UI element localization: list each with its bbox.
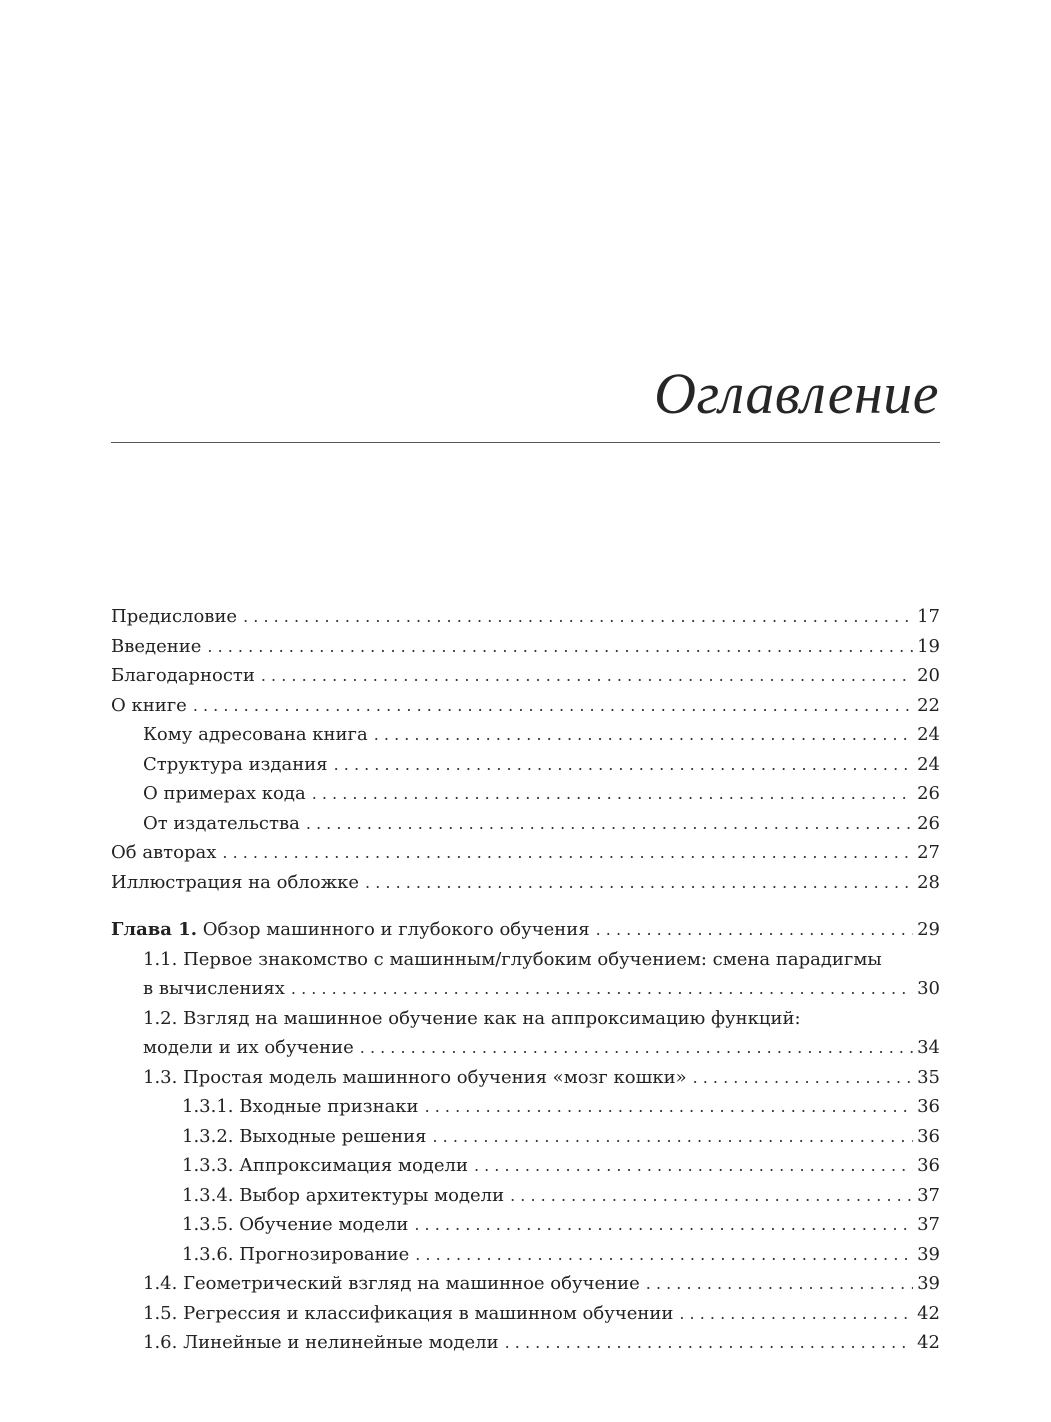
dot-leader <box>222 838 913 868</box>
toc-entry-preface[interactable] <box>111 602 940 632</box>
toc-entry-label: Иллюстрация на обложке <box>111 871 360 893</box>
chapter-title: Обзор машинного и глубокого обучения <box>202 919 590 940</box>
toc-entry-line-2 <box>143 974 940 1004</box>
toc-entry-label: От издательства <box>143 812 300 834</box>
dot-leader <box>365 868 913 898</box>
toc-page-number: 30 <box>917 978 940 999</box>
toc-entry-label <box>111 915 590 945</box>
dot-leader <box>474 1151 913 1181</box>
toc-entry-label: 1.3.4. Выбор архитектуры модели <box>182 1184 505 1206</box>
dot-leader <box>312 779 913 809</box>
toc-entry-publisher[interactable] <box>111 809 940 839</box>
dot-leader <box>425 1092 914 1122</box>
toc-entry-label: 1.3.2. Выходные решения <box>182 1125 427 1147</box>
toc-entry-label: 1.3.6. Прогнозирование <box>182 1243 410 1265</box>
dot-leader <box>306 809 913 839</box>
toc-entry-section-1-3-4[interactable] <box>111 1181 940 1211</box>
toc-page-number: 26 <box>917 783 940 804</box>
dot-leader <box>596 915 913 945</box>
toc-entry-label: Введение <box>111 635 202 657</box>
dot-leader <box>415 1240 913 1270</box>
toc-page-number: 36 <box>917 1125 940 1147</box>
toc-entry-label: 1.3. Простая модель машинного обучения «мозг кошки» <box>143 1066 687 1088</box>
toc-entry-structure[interactable] <box>111 750 940 780</box>
toc-entry-about-book[interactable] <box>111 691 940 721</box>
toc-entry-section-1-1[interactable] <box>111 945 940 1004</box>
toc-entry-code-examples[interactable] <box>111 779 940 809</box>
toc-entry-label: Предисловие <box>111 606 238 627</box>
toc-page-number: 26 <box>917 812 940 834</box>
toc-page-number: 29 <box>917 919 940 940</box>
toc-page-number: 27 <box>917 842 940 863</box>
toc-page-number: 20 <box>917 665 940 686</box>
chapter-label: Глава 1. <box>111 919 198 940</box>
toc-entry-chapter-1[interactable] <box>111 915 940 945</box>
toc-page-number: 37 <box>917 1184 940 1206</box>
toc-entry-audience[interactable] <box>111 720 940 750</box>
toc-entry-label-line-1: 1.2. Взгляд на машинное обучение как на аппроксимацию функций: <box>143 1007 801 1029</box>
dot-leader <box>207 632 913 662</box>
toc-entry-label: Об авторах <box>111 842 217 863</box>
toc-page-number: 39 <box>917 1273 940 1294</box>
toc-page-number: 36 <box>917 1155 940 1176</box>
toc-entry-section-1-3-5[interactable] <box>111 1210 940 1240</box>
dot-leader <box>432 1122 913 1152</box>
toc-entry-acknowledgements[interactable] <box>111 661 940 691</box>
toc-entry-introduction[interactable] <box>111 632 940 662</box>
page-title: Оглавление <box>654 361 939 426</box>
toc-entry-label: 1.5. Регрессия и классификация в машинном обучении <box>143 1302 674 1324</box>
toc-page-number: 22 <box>917 694 940 716</box>
toc-entry-label: 1.3.1. Входные признаки <box>182 1096 419 1117</box>
toc-page-number: 19 <box>917 635 940 657</box>
dot-leader <box>646 1269 913 1299</box>
toc-page-number: 28 <box>917 871 940 893</box>
title-divider <box>111 442 940 443</box>
dot-leader <box>679 1299 913 1329</box>
toc-entry-label-line-1: 1.1. Первое знакомство с машинным/глубоким обучением: смена парадигмы <box>143 948 882 970</box>
toc-page-number: 42 <box>917 1302 940 1324</box>
toc-page-number: 35 <box>917 1066 940 1088</box>
toc-entry-authors[interactable] <box>111 838 940 868</box>
toc-page-number: 39 <box>917 1243 940 1265</box>
toc-entry-label: 1.4. Геометрический взгляд на машинное обучение <box>143 1273 640 1294</box>
dot-leader <box>261 661 913 691</box>
toc-entry-label: Кому адресована книга <box>143 724 368 745</box>
toc-entry-label: 1.3.5. Обучение модели <box>182 1214 409 1235</box>
dot-leader <box>193 691 913 721</box>
dot-leader <box>243 602 913 632</box>
toc-entry-label: Благодарности <box>111 665 255 686</box>
dot-leader <box>693 1063 914 1093</box>
dot-leader <box>414 1210 913 1240</box>
dot-leader <box>510 1181 913 1211</box>
toc-entry-section-1-5[interactable] <box>111 1299 940 1329</box>
toc-page-number: 36 <box>917 1096 940 1117</box>
toc-entry-section-1-3-1[interactable] <box>111 1092 940 1122</box>
toc-entry-label: О примерах кода <box>143 783 306 804</box>
dot-leader <box>374 720 913 750</box>
toc-entry-section-1-2[interactable] <box>111 1004 940 1063</box>
dot-leader <box>360 1033 913 1063</box>
toc-page-number: 24 <box>917 724 940 745</box>
toc-entry-cover[interactable] <box>111 868 940 898</box>
toc-entry-section-1-4[interactable] <box>111 1269 940 1299</box>
toc-entry-section-1-3-2[interactable] <box>111 1122 940 1152</box>
toc-page-number: 24 <box>917 753 940 775</box>
toc-entry-line-2 <box>143 1033 940 1063</box>
toc-entry-label: 1.3.3. Аппроксимация модели <box>182 1155 468 1176</box>
toc-entry-section-1-3[interactable] <box>111 1063 940 1093</box>
toc-entry-label: О книге <box>111 694 187 716</box>
toc-entry-label-line-2: в вычислениях <box>143 978 285 999</box>
dot-leader <box>334 750 913 780</box>
toc-entry-section-1-6[interactable] <box>111 1328 940 1358</box>
toc-entry-label-line-2: модели и их обучение <box>143 1037 354 1058</box>
toc-page-number: 37 <box>917 1214 940 1235</box>
toc-page-number: 17 <box>917 606 940 627</box>
toc-entry-section-1-3-6[interactable] <box>111 1240 940 1270</box>
dot-leader <box>291 974 913 1004</box>
dot-leader <box>505 1328 914 1358</box>
toc-entry-label: 1.6. Линейные и нелинейные модели <box>143 1332 499 1353</box>
table-of-contents <box>111 602 940 1358</box>
toc-page-number: 34 <box>917 1037 940 1058</box>
toc-page-number: 42 <box>917 1332 940 1353</box>
toc-entry-label: Структура издания <box>143 753 328 775</box>
toc-entry-section-1-3-3[interactable] <box>111 1151 940 1181</box>
